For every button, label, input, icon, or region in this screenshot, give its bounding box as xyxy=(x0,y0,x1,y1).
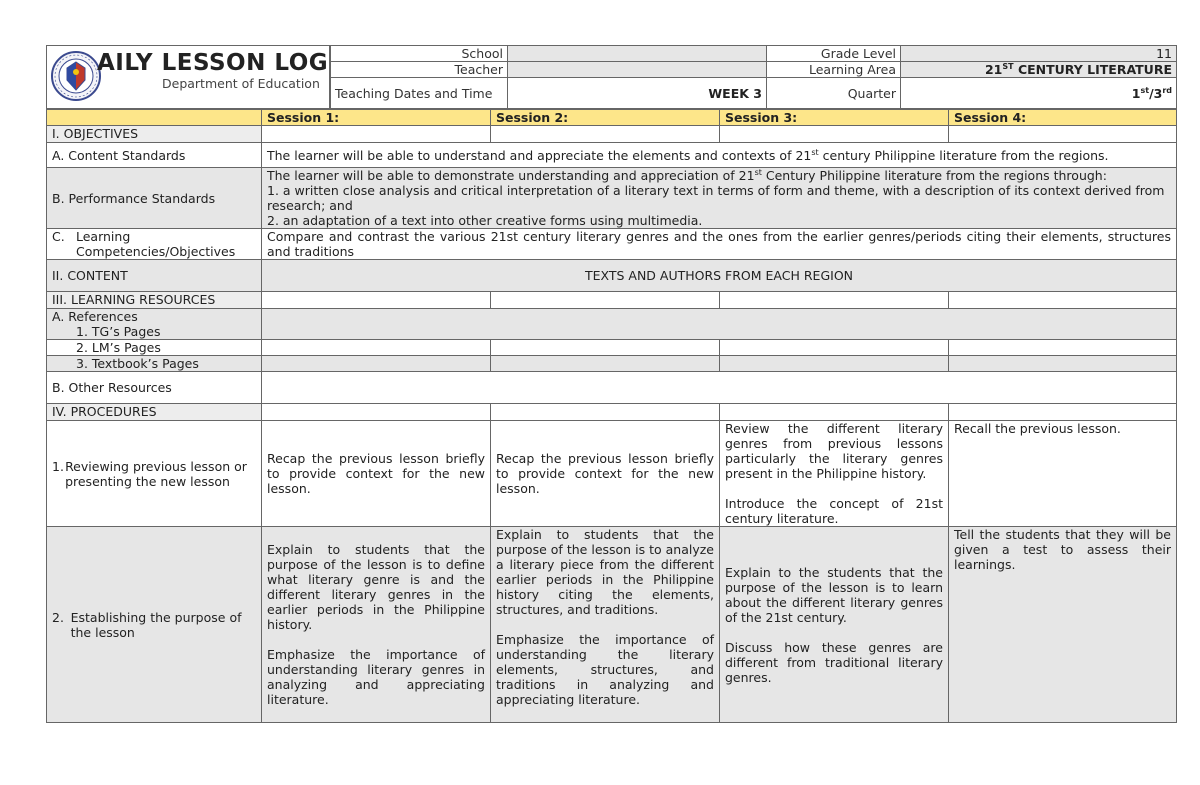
quarter-second: /3 xyxy=(1149,85,1163,101)
step-2-session-2-explain: Explain to students that the purpose of the lesson is to analyze a literary piece from the different earlier periods in the Philippine history citing the elements, structures, and traditions. xyxy=(496,527,714,617)
teaching-dates-label: Teaching Dates and Time xyxy=(331,78,508,109)
objectives-heading-row xyxy=(47,126,1177,143)
performance-standards-label: B. Performance Standards xyxy=(47,168,262,229)
step-2-session-2 xyxy=(491,527,720,723)
session-2-header: Session 2: xyxy=(491,110,720,126)
school-label: School xyxy=(331,46,508,62)
other-resources-label: B. Other Resources xyxy=(47,372,262,404)
step-1-num: 1. xyxy=(52,458,64,474)
grade-level-value[interactable]: 11 xyxy=(901,46,1177,62)
step-2-session-4: Tell the students that they will be given a test to assess their learnings. xyxy=(949,527,1177,723)
learning-area-value[interactable] xyxy=(901,62,1177,78)
department-name: Department of Education xyxy=(162,76,320,91)
performance-intro xyxy=(267,168,1171,183)
procedure-step-1-row xyxy=(47,421,1177,527)
step-2-session-1-explain: Explain to students that the purpose of the lesson is to define what literary genre is and the different literary genres in the earlier periods in the Philippine history. xyxy=(267,542,485,632)
procedures-heading: IV. PROCEDURES xyxy=(47,404,262,421)
quarter-first-sup: st xyxy=(1140,85,1150,95)
content-row xyxy=(47,260,1177,292)
lm-pages-label: 2. LM’s Pages xyxy=(47,340,262,356)
session-3-header: Session 3: xyxy=(720,110,949,126)
competencies-label-2: Competencies/Objectives xyxy=(76,244,236,259)
learning-area-num: 21 xyxy=(984,62,1003,77)
learning-area-label: Learning Area xyxy=(767,62,901,78)
teaching-dates-value[interactable]: WEEK 3 xyxy=(508,78,767,109)
performance-sup: st xyxy=(754,167,762,177)
competencies-label-1: Learning xyxy=(76,229,131,244)
deped-seal-icon xyxy=(50,50,102,102)
session-4-header: Session 4: xyxy=(949,110,1177,126)
performance-standards-text xyxy=(262,168,1177,229)
header-info-table xyxy=(330,45,1177,109)
resources-heading-row xyxy=(47,292,1177,309)
step-2-label-cell xyxy=(47,527,262,723)
performance-item-2: 2. an adaptation of a text into other creative forms using multimedia. xyxy=(267,213,703,228)
content-standards-post: century Philippine literature from the regions. xyxy=(818,147,1109,163)
competencies-row xyxy=(47,229,1177,260)
references-label: A. References xyxy=(52,309,138,324)
content-standards-row xyxy=(47,143,1177,168)
textbook-pages-row xyxy=(47,356,1177,372)
quarter-second-sup: rd xyxy=(1162,85,1172,95)
references-row xyxy=(47,309,1177,340)
step-1-session-3 xyxy=(720,421,949,527)
content-standards-pre: The learner will be able to understand and appreciate the elements and contexts of 21 xyxy=(267,147,812,163)
performance-item-1: 1. a written close analysis and critical interpretation of a literary text in terms of form and theme, with a description of its context derived from research; and xyxy=(267,183,1165,213)
header-title-block xyxy=(46,45,330,109)
procedures-heading-row xyxy=(47,404,1177,421)
competencies-label xyxy=(47,229,262,260)
step-2-session-3-explain: Explain to the students that the purpose of the lesson is to learn about the different literary genres of the 21st century. xyxy=(725,564,943,625)
teacher-value[interactable] xyxy=(508,62,767,78)
content-standards-sup: st xyxy=(811,147,819,157)
performance-pre: The learner will be able to demonstrate understanding and appreciation of 21 xyxy=(267,168,755,183)
teacher-label: Teacher xyxy=(331,62,508,78)
content-standards-label: A. Content Standards xyxy=(47,143,262,168)
competencies-text: Compare and contrast the various 21st century literary genres and the ones from the earlier genres/periods citing their elements, structures and traditions xyxy=(262,229,1177,260)
step-1-label-cell xyxy=(47,421,262,527)
content-heading: II. CONTENT xyxy=(47,260,262,292)
step-2-label: Establishing the purpose of the lesson xyxy=(70,609,242,640)
quarter-first: 1 xyxy=(1131,85,1141,101)
lesson-log-table xyxy=(46,109,1177,723)
session-1-header: Session 1: xyxy=(262,110,491,126)
other-resources-row xyxy=(47,372,1177,404)
step-1-session-2: Recap the previous lesson briefly to provide context for the new lesson. xyxy=(491,421,720,527)
document-title: AILY LESSON LOG xyxy=(97,50,329,76)
other-resources-value[interactable] xyxy=(262,372,1177,404)
step-2-session-1 xyxy=(262,527,491,723)
procedure-step-2-row xyxy=(47,527,1177,723)
step-1-session-1: Recap the previous lesson briefly to provide context for the new lesson. xyxy=(262,421,491,527)
competencies-letter: C. xyxy=(52,229,65,244)
step-1-session-3-introduce: Introduce the concept of 21st century literature. xyxy=(725,496,943,526)
step-2-session-2-emphasize: Emphasize the importance of understanding the literary elements, structures, and traditions in analyzing and appreciating literature. xyxy=(496,632,714,707)
quarter-label: Quarter xyxy=(767,78,901,109)
step-2-session-1-emphasize: Emphasize the importance of understanding literary genres in analyzing and appreciating literature. xyxy=(267,647,485,707)
school-value[interactable] xyxy=(508,46,767,62)
textbook-pages-label: 3. Textbook’s Pages xyxy=(47,356,262,372)
performance-standards-row xyxy=(47,168,1177,229)
sessions-row xyxy=(47,110,1177,126)
step-1-label: Reviewing previous lesson or presenting the new lesson xyxy=(65,458,247,489)
sessions-blank xyxy=(47,110,262,126)
step-2-session-3-discuss: Discuss how these genres are different from traditional literary genres. xyxy=(725,639,943,685)
learning-area-text: CENTURY LITERATURE xyxy=(1013,62,1172,77)
performance-post: Century Philippine literature from the regions through: xyxy=(761,168,1107,183)
resources-heading: III. LEARNING RESOURCES xyxy=(47,292,262,309)
step-1-session-4: Recall the previous lesson. xyxy=(949,421,1177,527)
references-value[interactable] xyxy=(262,309,1177,340)
step-2-session-3 xyxy=(720,527,949,723)
learning-area-sup: ST xyxy=(1002,61,1014,71)
step-2-num: 2. xyxy=(52,609,64,625)
objectives-heading: I. OBJECTIVES xyxy=(47,126,262,143)
quarter-value[interactable] xyxy=(901,78,1177,109)
tg-pages-label: 1. TG’s Pages xyxy=(76,324,161,339)
references-label-cell xyxy=(47,309,262,340)
step-1-session-3-review: Review the different literary genres from previous lessons particularly the literary genres present in the Philippine history. xyxy=(725,421,943,481)
content-standards-text xyxy=(262,143,1177,168)
content-text: TEXTS AND AUTHORS FROM EACH REGION xyxy=(262,260,1177,292)
lm-pages-row xyxy=(47,340,1177,356)
grade-level-label: Grade Level xyxy=(767,46,901,62)
